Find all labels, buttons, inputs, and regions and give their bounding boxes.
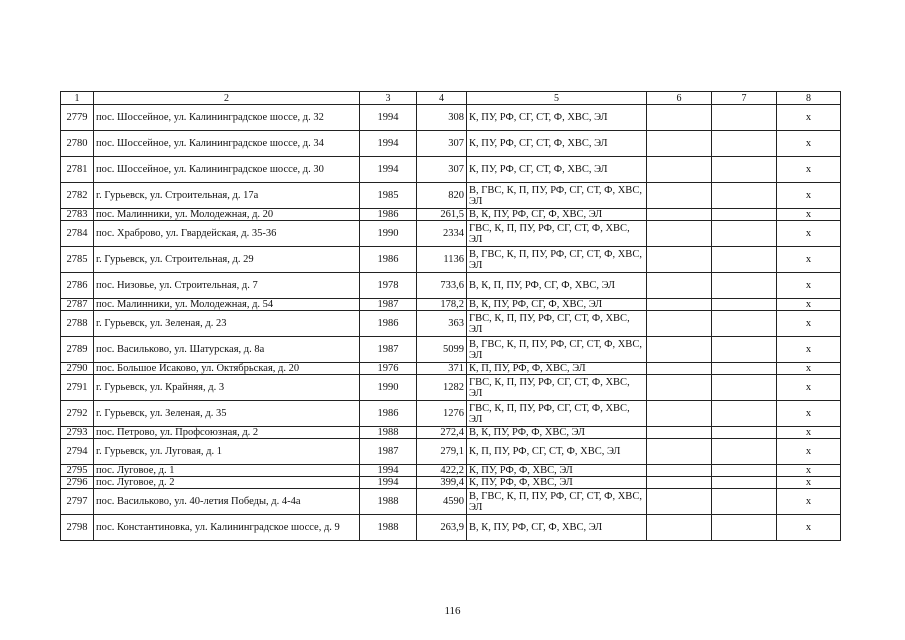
row-works: В, К, П, ПУ, РФ, СГ, Ф, ХВС, ЭЛ xyxy=(467,273,647,299)
row-number: 2791 xyxy=(61,375,94,401)
row-number: 2783 xyxy=(61,209,94,221)
row-number: 2796 xyxy=(61,477,94,489)
row-col8: х xyxy=(777,273,841,299)
row-year: 1987 xyxy=(360,337,417,363)
table-row xyxy=(61,209,841,221)
row-area: 363 xyxy=(417,311,467,337)
row-year: 1976 xyxy=(360,363,417,375)
table-body xyxy=(61,105,841,541)
row-col7 xyxy=(712,337,777,363)
row-col8: х xyxy=(777,221,841,247)
table-row xyxy=(61,105,841,131)
row-col6 xyxy=(647,221,712,247)
row-col8: х xyxy=(777,401,841,427)
row-col6 xyxy=(647,131,712,157)
table-row xyxy=(61,363,841,375)
row-year: 1987 xyxy=(360,439,417,465)
table-row xyxy=(61,299,841,311)
row-area: 399,4 xyxy=(417,477,467,489)
row-area: 261,5 xyxy=(417,209,467,221)
row-year: 1988 xyxy=(360,515,417,541)
row-works: В, ГВС, К, П, ПУ, РФ, СГ, СТ, Ф, ХВС, ЭЛ xyxy=(467,489,647,515)
row-col8: х xyxy=(777,105,841,131)
row-number: 2793 xyxy=(61,427,94,439)
row-year: 1985 xyxy=(360,183,417,209)
row-area: 4590 xyxy=(417,489,467,515)
row-number: 2784 xyxy=(61,221,94,247)
row-col6 xyxy=(647,105,712,131)
row-area: 307 xyxy=(417,157,467,183)
row-year: 1994 xyxy=(360,131,417,157)
row-col6 xyxy=(647,183,712,209)
table-row xyxy=(61,489,841,515)
row-col7 xyxy=(712,221,777,247)
table-row xyxy=(61,375,841,401)
row-col8: х xyxy=(777,183,841,209)
row-col7 xyxy=(712,363,777,375)
row-address: пос. Луговое, д. 2 xyxy=(94,477,360,489)
row-works: В, К, ПУ, РФ, Ф, ХВС, ЭЛ xyxy=(467,427,647,439)
row-col7 xyxy=(712,465,777,477)
row-col7 xyxy=(712,375,777,401)
row-col6 xyxy=(647,489,712,515)
table-row xyxy=(61,183,841,209)
row-number: 2797 xyxy=(61,489,94,515)
row-col6 xyxy=(647,401,712,427)
row-col8: х xyxy=(777,131,841,157)
row-year: 1986 xyxy=(360,247,417,273)
row-number: 2786 xyxy=(61,273,94,299)
row-number: 2787 xyxy=(61,299,94,311)
row-col6 xyxy=(647,363,712,375)
row-col7 xyxy=(712,247,777,273)
row-address: пос. Шоссейное, ул. Калининградское шоссе, д. 32 xyxy=(94,105,360,131)
row-works: К, П, ПУ, РФ, СГ, СТ, Ф, ХВС, ЭЛ xyxy=(467,439,647,465)
row-col6 xyxy=(647,439,712,465)
row-number: 2788 xyxy=(61,311,94,337)
table-row xyxy=(61,515,841,541)
row-col6 xyxy=(647,465,712,477)
table-row xyxy=(61,427,841,439)
row-col8: х xyxy=(777,515,841,541)
header-cell-8: 8 xyxy=(777,92,841,105)
row-works: ГВС, К, П, ПУ, РФ, СГ, СТ, Ф, ХВС, ЭЛ xyxy=(467,221,647,247)
header-cell-3: 3 xyxy=(360,92,417,105)
row-area: 1136 xyxy=(417,247,467,273)
row-area: 308 xyxy=(417,105,467,131)
table-row xyxy=(61,311,841,337)
row-works: К, ПУ, РФ, Ф, ХВС, ЭЛ xyxy=(467,477,647,489)
row-works: В, ГВС, К, П, ПУ, РФ, СГ, СТ, Ф, ХВС, ЭЛ xyxy=(467,337,647,363)
row-col8: х xyxy=(777,427,841,439)
row-number: 2789 xyxy=(61,337,94,363)
row-area: 5099 xyxy=(417,337,467,363)
row-works: В, К, ПУ, РФ, СГ, Ф, ХВС, ЭЛ xyxy=(467,515,647,541)
row-number: 2780 xyxy=(61,131,94,157)
row-col8: х xyxy=(777,311,841,337)
row-year: 1987 xyxy=(360,299,417,311)
row-works: К, ПУ, РФ, Ф, ХВС, ЭЛ xyxy=(467,465,647,477)
row-col8: х xyxy=(777,247,841,273)
row-col6 xyxy=(647,247,712,273)
row-year: 1986 xyxy=(360,209,417,221)
row-works: В, К, ПУ, РФ, СГ, Ф, ХВС, ЭЛ xyxy=(467,299,647,311)
row-address: пос. Шоссейное, ул. Калининградское шоссе, д. 30 xyxy=(94,157,360,183)
row-address: пос. Большое Исаково, ул. Октябрьская, д. 20 xyxy=(94,363,360,375)
row-col6 xyxy=(647,515,712,541)
header-cell-6: 6 xyxy=(647,92,712,105)
row-address: пос. Васильково, ул. 40-летия Победы, д. 4-4а xyxy=(94,489,360,515)
row-address: г. Гурьевск, ул. Зеленая, д. 23 xyxy=(94,311,360,337)
row-col8: х xyxy=(777,363,841,375)
row-works: ГВС, К, П, ПУ, РФ, СГ, СТ, Ф, ХВС, ЭЛ xyxy=(467,401,647,427)
row-number: 2785 xyxy=(61,247,94,273)
row-col6 xyxy=(647,311,712,337)
row-address: пос. Луговое, д. 1 xyxy=(94,465,360,477)
row-number: 2781 xyxy=(61,157,94,183)
row-col8: х xyxy=(777,157,841,183)
row-year: 1994 xyxy=(360,105,417,131)
row-col8: х xyxy=(777,439,841,465)
row-area: 279,1 xyxy=(417,439,467,465)
header-cell-1: 1 xyxy=(61,92,94,105)
row-address: пос. Низовье, ул. Строительная, д. 7 xyxy=(94,273,360,299)
row-col8: х xyxy=(777,337,841,363)
header-cell-2: 2 xyxy=(94,92,360,105)
page-number: 116 xyxy=(444,605,461,617)
row-area: 371 xyxy=(417,363,467,375)
table-row xyxy=(61,247,841,273)
row-col8: х xyxy=(777,209,841,221)
header-row xyxy=(61,92,841,105)
table-row xyxy=(61,221,841,247)
row-col7 xyxy=(712,209,777,221)
header-cell-7: 7 xyxy=(712,92,777,105)
row-works: ГВС, К, П, ПУ, РФ, СГ, СТ, Ф, ХВС, ЭЛ xyxy=(467,375,647,401)
row-area: 178,2 xyxy=(417,299,467,311)
table-row xyxy=(61,439,841,465)
row-col7 xyxy=(712,299,777,311)
row-area: 1282 xyxy=(417,375,467,401)
row-year: 1994 xyxy=(360,465,417,477)
row-col8: х xyxy=(777,477,841,489)
row-number: 2798 xyxy=(61,515,94,541)
table-row xyxy=(61,465,841,477)
row-year: 1986 xyxy=(360,311,417,337)
row-number: 2794 xyxy=(61,439,94,465)
row-address: г. Гурьевск, ул. Зеленая, д. 35 xyxy=(94,401,360,427)
header-cell-4: 4 xyxy=(417,92,467,105)
table-row xyxy=(61,157,841,183)
table-header xyxy=(61,92,841,105)
row-area: 733,6 xyxy=(417,273,467,299)
row-col6 xyxy=(647,477,712,489)
row-col7 xyxy=(712,401,777,427)
row-number: 2795 xyxy=(61,465,94,477)
row-col6 xyxy=(647,337,712,363)
row-col8: х xyxy=(777,489,841,515)
row-address: г. Гурьевск, ул. Крайняя, д. 3 xyxy=(94,375,360,401)
row-area: 2334 xyxy=(417,221,467,247)
row-col8: х xyxy=(777,465,841,477)
row-works: К, ПУ, РФ, СГ, СТ, Ф, ХВС, ЭЛ xyxy=(467,105,647,131)
row-col7 xyxy=(712,439,777,465)
row-col7 xyxy=(712,427,777,439)
row-col7 xyxy=(712,477,777,489)
row-area: 422,2 xyxy=(417,465,467,477)
table-row xyxy=(61,477,841,489)
row-col7 xyxy=(712,131,777,157)
row-address: г. Гурьевск, ул. Луговая, д. 1 xyxy=(94,439,360,465)
row-area: 820 xyxy=(417,183,467,209)
row-works: В, ГВС, К, П, ПУ, РФ, СГ, СТ, Ф, ХВС, ЭЛ xyxy=(467,247,647,273)
row-year: 1988 xyxy=(360,489,417,515)
row-col6 xyxy=(647,375,712,401)
table-row xyxy=(61,337,841,363)
row-col8: х xyxy=(777,375,841,401)
row-address: пос. Малинники, ул. Молодежная, д. 20 xyxy=(94,209,360,221)
row-col6 xyxy=(647,427,712,439)
row-address: пос. Шоссейное, ул. Калининградское шоссе, д. 34 xyxy=(94,131,360,157)
row-col7 xyxy=(712,157,777,183)
row-address: пос. Храброво, ул. Гвардейская, д. 35-36 xyxy=(94,221,360,247)
row-address: пос. Малинники, ул. Молодежная, д. 54 xyxy=(94,299,360,311)
row-number: 2790 xyxy=(61,363,94,375)
row-works: В, К, ПУ, РФ, СГ, Ф, ХВС, ЭЛ xyxy=(467,209,647,221)
table-row xyxy=(61,131,841,157)
register-table xyxy=(60,91,841,541)
row-works: ГВС, К, П, ПУ, РФ, СГ, СТ, Ф, ХВС, ЭЛ xyxy=(467,311,647,337)
row-col7 xyxy=(712,489,777,515)
row-address: пос. Васильково, ул. Шатурская, д. 8а xyxy=(94,337,360,363)
row-number: 2779 xyxy=(61,105,94,131)
row-col7 xyxy=(712,515,777,541)
table-row xyxy=(61,273,841,299)
row-area: 263,9 xyxy=(417,515,467,541)
row-works: В, ГВС, К, П, ПУ, РФ, СГ, СТ, Ф, ХВС, ЭЛ xyxy=(467,183,647,209)
row-area: 307 xyxy=(417,131,467,157)
row-col6 xyxy=(647,273,712,299)
row-col7 xyxy=(712,273,777,299)
row-year: 1994 xyxy=(360,477,417,489)
row-year: 1978 xyxy=(360,273,417,299)
row-address: г. Гурьевск, ул. Строительная, д. 29 xyxy=(94,247,360,273)
row-year: 1986 xyxy=(360,401,417,427)
row-col7 xyxy=(712,105,777,131)
row-works: К, П, ПУ, РФ, Ф, ХВС, ЭЛ xyxy=(467,363,647,375)
row-col6 xyxy=(647,157,712,183)
row-address: пос. Константиновка, ул. Калининградское шоссе, д. 9 xyxy=(94,515,360,541)
row-address: г. Гурьевск, ул. Строительная, д. 17а xyxy=(94,183,360,209)
row-area: 1276 xyxy=(417,401,467,427)
row-col6 xyxy=(647,209,712,221)
header-cell-5: 5 xyxy=(467,92,647,105)
table-row xyxy=(61,401,841,427)
row-number: 2782 xyxy=(61,183,94,209)
row-year: 1990 xyxy=(360,221,417,247)
row-address: пос. Петрово, ул. Профсоюзная, д. 2 xyxy=(94,427,360,439)
row-year: 1988 xyxy=(360,427,417,439)
row-col7 xyxy=(712,183,777,209)
row-year: 1994 xyxy=(360,157,417,183)
row-works: К, ПУ, РФ, СГ, СТ, Ф, ХВС, ЭЛ xyxy=(467,157,647,183)
row-col6 xyxy=(647,299,712,311)
row-works: К, ПУ, РФ, СГ, СТ, Ф, ХВС, ЭЛ xyxy=(467,131,647,157)
row-col8: х xyxy=(777,299,841,311)
row-col7 xyxy=(712,311,777,337)
row-year: 1990 xyxy=(360,375,417,401)
row-number: 2792 xyxy=(61,401,94,427)
row-area: 272,4 xyxy=(417,427,467,439)
